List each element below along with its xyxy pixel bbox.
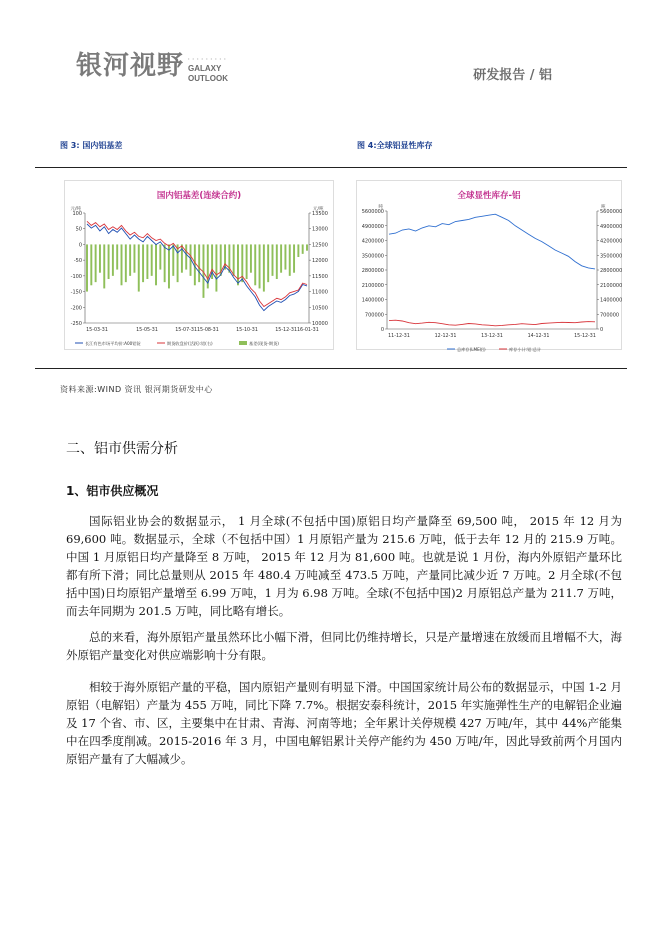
logo-en-line1: GALAXY: [188, 64, 222, 73]
basis-bar: [99, 244, 101, 272]
x-tick-label: 15-12-31: [574, 334, 596, 339]
legend-label: 库存小计:铝:总计: [509, 347, 542, 352]
left-tick-label: 4900000: [361, 223, 384, 230]
basis-bar: [293, 244, 295, 272]
basis-bar: [289, 244, 291, 275]
basis-bar: [297, 244, 299, 257]
basis-bar: [259, 244, 261, 288]
chart-global-inventory: [356, 180, 622, 350]
right-tick-label: 10000: [312, 321, 328, 327]
basis-bar: [198, 244, 200, 282]
basis-bar: [276, 244, 278, 279]
basis-bar: [280, 244, 282, 272]
basis-bar: [177, 244, 179, 282]
right-tick-label: 13500: [312, 211, 328, 217]
basis-bar: [233, 244, 235, 275]
basis-bar: [151, 244, 153, 275]
left-tick-label: -200: [70, 305, 82, 312]
left-tick-label: -100: [70, 273, 82, 280]
left-tick-label: -250: [70, 321, 82, 327]
x-tick-label: 12-12-31: [434, 334, 457, 339]
left-tick-label: 2100000: [361, 282, 384, 289]
chart-domestic-basis-svg: [65, 181, 333, 349]
right-tick-label: 5600000: [600, 209, 623, 215]
x-tick-label: 15-07-3115-08-31: [175, 328, 219, 333]
left-tick-label: 5600000: [361, 209, 384, 215]
bottom-rule: [35, 368, 627, 369]
subsection-title: 1、铝市供应概况: [66, 484, 159, 498]
x-tick-label: 15-03-31: [86, 328, 108, 333]
basis-bar: [103, 244, 105, 288]
left-tick-label: 50: [75, 226, 82, 233]
basis-bar: [272, 244, 274, 275]
basis-bar: [108, 244, 110, 279]
paragraph-3: 相较于海外原铝产量的平稳，国内原铝产量则有明显下滑。中国国家统计局公布的数据显示，中国 1-2 月原铝（电解铝）产量为 455 万吨，同比下降 7.7%。根据安泰科统计，2015 年实施弹性生产的电解铝企业遍及 17 个省、市、区，主要集中在甘肃、青海、河南等地；全年累计关停规模 427 万吨/年，其中 44%产能集中在四季度削减。2015-2016 年 3 月，中国电解铝累计关停产能约为 450 万吨/年，因此导致前两个月国内原铝产量有了大幅减少。: [66, 680, 622, 766]
chart-title: 全球显性库存-铝: [457, 191, 521, 201]
basis-bar: [95, 244, 97, 282]
basis-bar: [155, 244, 157, 285]
chart-title: 国内铝基差(连续合约): [156, 191, 242, 201]
right-tick-label: 4200000: [600, 238, 623, 245]
basis-bar: [250, 244, 252, 272]
paragraph-1: 国际铝业协会的数据显示， 1 月全球(不包括中国)原铝日均产量降至 69,500 吨， 2015 年 12 月为 69,600 吨。数据显示，全球（不包括中国）1 月原铝产量为 215.6 万吨，低于去年 12 月的 215.9 万吨。中国 1 月原铝日均产量降至 8 万吨， 2015 年 12 月为 81,600 吨。也就是说 1 月份，海内外原铝产量环比都有所下滑；同比总量则从 2015 年 480.4 万吨减至 473.5 万吨，产量同比减少近 7 万吨。2 月全球(不包括中国)日均原铝产量增至 6.99 万吨，1 月为 6.98 万吨。全球(不包括中国)2 月原铝总产量为 211.7 万吨，而去年同期为 201.5 万吨，同比略有增长。: [66, 514, 622, 618]
section-title: 二、铝市供需分析: [66, 441, 178, 457]
legend-label: 基差(现货-期货): [249, 341, 279, 346]
left-tick-label: 2800000: [361, 268, 384, 274]
basis-bar: [125, 244, 127, 282]
x-tick-label: 14-12-31: [527, 334, 550, 339]
right-tick-label: 10500: [312, 305, 328, 312]
right-tick-label: 4900000: [600, 223, 623, 230]
basis-bar: [284, 244, 286, 269]
basis-bar: [306, 244, 308, 250]
basis-bar: [267, 244, 269, 282]
series-line-1: [87, 221, 307, 306]
legend-label: 总库存(LME铝): [457, 347, 486, 352]
right-tick-label: 12000: [312, 258, 328, 265]
chart-global-inventory-svg: [357, 181, 623, 352]
basis-bar: [172, 244, 174, 275]
x-tick-label: 11-12-31: [388, 334, 410, 339]
right-tick-label: 2100000: [600, 282, 623, 289]
basis-bar: [168, 244, 170, 288]
basis-bar: [302, 244, 304, 253]
report-tag: 研发报告 / 铝: [473, 68, 552, 83]
basis-bar: [121, 244, 123, 285]
basis-bar: [90, 244, 92, 285]
left-tick-label: 100: [72, 211, 82, 217]
x-tick-label: 15-05-31: [136, 328, 158, 333]
right-tick-label: 1400000: [600, 297, 623, 304]
left-tick-label: 700000: [364, 312, 384, 319]
logo-dots: • • • • • • • • •: [188, 56, 227, 61]
chart-domestic-basis: [64, 180, 334, 350]
top-rule: [35, 167, 627, 168]
basis-bar: [138, 244, 140, 291]
left-tick-label: -150: [70, 289, 82, 296]
basis-bar: [133, 244, 135, 272]
basis-bar: [129, 244, 131, 275]
x-tick-label: 15-10-31: [236, 328, 258, 333]
basis-bar: [112, 244, 114, 275]
basis-bar: [215, 244, 217, 291]
basis-bar: [246, 244, 248, 279]
x-tick-label: 15-12-3116-01-31: [275, 328, 319, 333]
right-axis-unit: 元/吨: [313, 207, 324, 212]
right-tick-label: 11000: [312, 289, 328, 296]
figure-3-caption: 图 3: 国内铝基差: [60, 141, 123, 150]
left-tick-label: 4200000: [361, 238, 384, 245]
basis-bar: [116, 244, 118, 269]
left-axis-unit: 元/吨: [70, 207, 81, 212]
paragraph-2: 总的来看，海外原铝产量虽然环比小幅下滑，但同比仍维持增长，只是产量增速在放缓而且增幅不大，海外原铝产量变化对供应端影响十分有限。: [66, 630, 622, 662]
basis-bar: [185, 244, 187, 269]
logo-en-line2: OUTLOOK: [188, 74, 229, 83]
legend-label: 期货收盘价(活跃):铝(右): [167, 341, 213, 346]
data-source: 资料来源:WIND 资讯 银河期货研发中心: [60, 385, 213, 394]
basis-bar: [159, 244, 161, 269]
right-tick-label: 700000: [600, 312, 620, 319]
series-line-1: [389, 320, 595, 326]
galaxy-outlook-logo: [76, 48, 228, 84]
legend-swatch: [239, 341, 247, 345]
right-tick-label: 0: [600, 327, 604, 333]
right-tick-label: 3500000: [600, 253, 623, 260]
logo-chinese-text: 银河视野: [76, 51, 185, 81]
series-line-0: [389, 214, 595, 269]
left-axis-unit: 吨: [378, 205, 383, 210]
basis-bar: [86, 244, 88, 291]
logo-english-text: [188, 54, 228, 84]
left-tick-label: 0: [78, 242, 82, 249]
basis-bar: [142, 244, 144, 282]
basis-bar: [146, 244, 148, 279]
right-axis-unit: 吨: [601, 205, 606, 210]
right-tick-label: 12500: [312, 242, 328, 249]
right-tick-label: 13000: [312, 226, 328, 233]
x-tick-label: 13-12-31: [481, 334, 503, 339]
left-tick-label: -50: [73, 258, 82, 265]
basis-bar: [254, 244, 256, 285]
left-tick-label: 0: [380, 327, 384, 333]
series-line-0: [87, 224, 307, 311]
right-tick-label: 11500: [312, 273, 328, 280]
legend-label: 长江有色市场平均价:A00铝锭: [85, 341, 141, 346]
figure-4-caption: 图 4:全球铝显性库存: [357, 141, 433, 150]
left-tick-label: 1400000: [361, 297, 384, 304]
left-tick-label: 3500000: [361, 253, 384, 260]
right-tick-label: 2800000: [600, 268, 623, 274]
basis-bar: [263, 244, 265, 291]
basis-bar: [164, 244, 166, 282]
